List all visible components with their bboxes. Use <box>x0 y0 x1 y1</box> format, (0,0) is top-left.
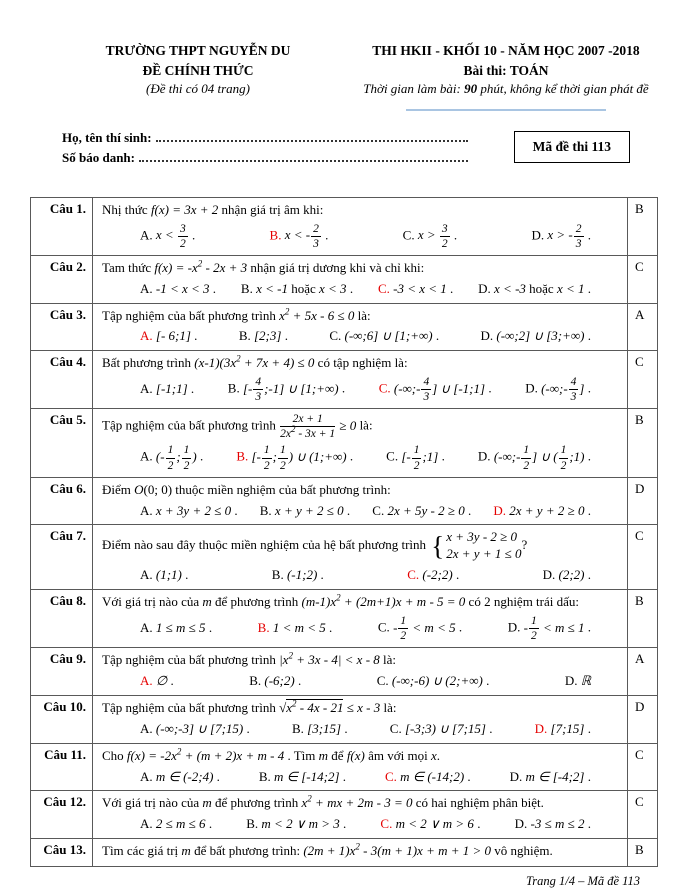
option <box>241 281 353 298</box>
answer-letter: B <box>628 409 658 477</box>
option <box>272 567 324 584</box>
option-letter: C. <box>377 619 394 635</box>
option-text: -1 < x < 3 . <box>155 280 217 296</box>
option-letter: B. <box>246 816 262 832</box>
question-content <box>93 695 628 743</box>
question-content <box>93 590 628 648</box>
candidate-id-label: Số báo danh: <box>62 149 135 165</box>
option <box>140 281 216 298</box>
option-letter: B. <box>257 620 273 636</box>
option-text: (1;1) . <box>155 567 189 583</box>
question-row <box>31 409 658 477</box>
question-options <box>102 767 621 787</box>
duration-prefix: Thời gian làm bài: <box>363 81 465 97</box>
option-text: (- $\frac{1}{2}$ ; $\frac{1}{2}$ ) . <box>155 444 204 472</box>
option-letter: A. <box>140 620 156 636</box>
option <box>292 721 348 738</box>
option-letter: B. <box>291 720 308 736</box>
question-text: Nhị thức f(x) = 3x + 2 nhận giá trị âm khi: <box>102 201 324 217</box>
option-letter: A. <box>140 672 156 688</box>
question-number: Câu 6. <box>31 477 93 525</box>
question-content <box>93 303 628 351</box>
option-letter: D. <box>531 227 548 243</box>
option <box>390 721 493 738</box>
option-letter: B. <box>238 328 254 344</box>
question-text: Tập nghiệm của bất phương trình $\frac{2x + 1}{2x^2 - 3x + 1}$ ≥ 0 là: <box>102 413 373 441</box>
question-row <box>31 590 658 648</box>
option-text: m < 2 ∨ m > 6 . <box>395 816 481 832</box>
duration-suffix: phút, không kể thời gian phát đề <box>477 81 649 97</box>
option-text: m ∈ [-4;2] . <box>525 768 591 784</box>
option-text: (-2;2) . <box>422 567 460 583</box>
option-letter: B. <box>236 449 252 465</box>
question-text: Tam thức $f(x) = -x^2 - 2x + 3$ nhận giá trị dương khi và chỉ khi: <box>102 258 425 275</box>
duration-minutes: 90 <box>464 81 478 97</box>
option <box>249 673 301 690</box>
option-text: [7;15] . <box>550 720 591 736</box>
option <box>377 673 490 690</box>
question-number: Câu 3. <box>31 303 93 351</box>
option-text: - $\frac{1}{2}$ < m ≤ 1 . <box>523 614 591 643</box>
option-letter: D. <box>514 816 531 832</box>
option-text: 1 < m < 5 . <box>272 620 333 636</box>
option <box>493 503 591 520</box>
exam-code-box: Mã đề thi 113 <box>514 131 630 163</box>
question-content <box>93 197 628 255</box>
exam-title: THI HKII - KHỐI 10 - NĂM HỌC 2007 -2018 <box>372 43 640 58</box>
option-text: [2;3] . <box>253 328 288 344</box>
option-letter: A. <box>140 328 156 344</box>
option-text: m < 2 ∨ m > 3 . <box>261 816 347 832</box>
option <box>140 444 203 471</box>
option <box>478 444 591 471</box>
option <box>508 615 591 642</box>
option-letter: A. <box>140 720 156 736</box>
question-number: Câu 13. <box>31 839 93 867</box>
option-letter: D. <box>534 720 551 736</box>
option-letter: A. <box>140 381 156 397</box>
option-text: x > - $\frac{2}{3}$ . <box>547 222 591 250</box>
option-letter: C. <box>376 672 392 688</box>
option <box>531 223 591 250</box>
questions-table-body <box>31 197 658 866</box>
option-letter: D. <box>507 619 524 635</box>
option <box>480 328 590 345</box>
option <box>140 816 212 833</box>
option-letter: A. <box>140 280 156 296</box>
option-letter: C. <box>378 380 394 396</box>
answer-letter: C <box>628 255 658 303</box>
exam-duration <box>332 81 680 98</box>
option-text: x + 3y + 2 ≤ 0 . <box>155 502 238 518</box>
option <box>565 673 591 690</box>
option-letter: B. <box>269 227 285 243</box>
question-content <box>93 351 628 409</box>
option-text: (-∞;-3] ∪ [7;15) . <box>155 720 250 736</box>
option-text: [3;15] . <box>307 720 348 736</box>
option-letter: A. <box>140 502 156 518</box>
answer-letter: C <box>628 351 658 409</box>
option-letter: B. <box>249 672 265 688</box>
candidate-fields <box>62 127 468 167</box>
option <box>140 328 197 345</box>
answer-letter: C <box>628 743 658 791</box>
option <box>525 376 591 403</box>
question-options <box>102 814 621 834</box>
question-options <box>102 279 621 299</box>
question-row <box>31 791 658 839</box>
option-letter: B. <box>227 380 243 396</box>
option-letter: A. <box>140 449 156 465</box>
answer-letter: B <box>628 839 658 867</box>
option-text: x < -1 hoặc x < 3 . <box>256 280 354 296</box>
header-rule <box>406 109 606 111</box>
question-content <box>93 839 628 867</box>
question-text: Tập nghiệm của bất phương trình $x^2 + 5x - 6 \le 0$ là: <box>102 306 371 323</box>
option-text: m ∈ (-2;4) . <box>155 768 220 784</box>
option-text: x > $\frac{3}{2}$ . <box>417 222 458 250</box>
option <box>259 769 346 786</box>
option <box>543 567 591 584</box>
option <box>140 620 212 637</box>
option-text: [- 6;1] . <box>155 328 198 344</box>
question-row <box>31 303 658 351</box>
question-row <box>31 839 658 867</box>
question-text: Điểm nào sau đây thuộc miền nghiệm của hệ bất phương trình { x + 3y - 2 ≥ 0 2x + y + 1 ≤ 0 ? <box>102 529 528 562</box>
question-row <box>31 525 658 590</box>
option-letter: C. <box>384 768 401 784</box>
option-letter: D. <box>480 328 497 344</box>
option-text: (-1;2) . <box>286 567 324 583</box>
question-content <box>93 791 628 839</box>
option <box>385 769 471 786</box>
question-number: Câu 10. <box>31 695 93 743</box>
option <box>140 673 174 690</box>
option-letter: A. <box>140 816 156 832</box>
option <box>140 503 238 520</box>
question-text: Tập nghiệm của bất phương trình $|x^2 + 3x - 4| < x - 8$ là: <box>102 650 397 668</box>
option-letter: B. <box>271 567 287 583</box>
answer-letter: A <box>628 303 658 351</box>
option-letter: B. <box>240 280 257 296</box>
question-text: Cho $f(x) = -2x^2 + (m + 2)x + m - 4$ . Tìm m để f(x) âm với mọi x. <box>102 746 440 763</box>
question-options <box>102 613 621 643</box>
option-text: x < -3 hoặc x < 1 . <box>494 280 591 296</box>
option <box>380 816 480 833</box>
option-text: -3 < x < 1 . <box>393 280 454 296</box>
question-content <box>93 255 628 303</box>
candidate-id-dotted-line <box>139 160 468 162</box>
question-row <box>31 743 658 791</box>
option <box>140 769 220 786</box>
question-number: Câu 2. <box>31 255 93 303</box>
option-text: (-∞;- $\frac{4}{3}$ ] ∪ [-1;1] . <box>393 376 492 404</box>
question-row <box>31 695 658 743</box>
option <box>535 721 591 738</box>
option-text: (-∞;- $\frac{4}{3}$ ] . <box>541 376 591 404</box>
question-options <box>102 671 621 691</box>
option-letter: D. <box>493 502 510 518</box>
option <box>478 281 591 298</box>
answer-letter: C <box>628 525 658 590</box>
option-text: -3 ≤ m ≤ 2 . <box>530 816 591 832</box>
question-options <box>102 565 621 585</box>
question-number: Câu 5. <box>31 409 93 477</box>
option <box>260 503 350 520</box>
question-options <box>102 442 621 472</box>
option-text: [-1;1] . <box>155 381 195 397</box>
question-number: Câu 4. <box>31 351 93 409</box>
option-text: 1 ≤ m ≤ 5 . <box>155 620 213 636</box>
option <box>372 503 471 520</box>
option-letter: C. <box>372 502 388 518</box>
option <box>246 816 346 833</box>
question-options <box>102 374 621 404</box>
question-content <box>93 525 628 590</box>
question-content <box>93 409 628 477</box>
option-text: ℝ <box>580 672 591 688</box>
option <box>378 615 462 642</box>
question-row <box>31 255 658 303</box>
question-text: Tìm các giá trị m để bất phương trình: $(2m + 1)x^2 - 3(m + 1)x + m + 1 > 0$ vô nghiệm. <box>102 841 553 859</box>
answer-letter: B <box>628 590 658 648</box>
candidate-id-line <box>62 150 468 167</box>
option <box>236 444 353 471</box>
option-letter: C. <box>402 227 418 243</box>
question-row <box>31 477 658 525</box>
option <box>140 381 194 398</box>
question-options <box>102 221 621 251</box>
question-text: Với giá trị nào của m để phương trình $(m-1)x^2 + (2m+1)x + m - 5 = 0$ có 2 nghiệm trái dấu: <box>102 592 580 610</box>
option-text: (-∞;6] ∪ [1;+∞) . <box>344 328 440 344</box>
option-letter: C. <box>389 720 405 736</box>
option-letter: D. <box>525 380 542 396</box>
option-text: 2 ≤ m ≤ 6 . <box>155 816 213 832</box>
question-number: Câu 7. <box>31 525 93 590</box>
option <box>378 281 453 298</box>
option-text: (2;2) . <box>558 567 591 583</box>
option-letter: D. <box>564 672 581 688</box>
option-text: 2x + y + 2 ≥ 0 . <box>509 502 591 518</box>
option <box>379 376 492 403</box>
option-text: (-6;2) . <box>264 672 302 688</box>
option <box>140 567 188 584</box>
answer-letter: C <box>628 791 658 839</box>
option-letter: C. <box>380 816 396 832</box>
option <box>270 223 329 250</box>
option-letter: D. <box>542 567 559 583</box>
option-text: (-∞;-6) ∪ (2;+∞) . <box>391 672 490 688</box>
option-text: [- $\frac{1}{2}$ ;1] . <box>401 444 445 472</box>
option-letter: C. <box>329 328 345 344</box>
option-text: [-3;3) ∪ [7;15] . <box>404 720 493 736</box>
option-letter: D. <box>478 280 495 296</box>
option <box>386 444 445 471</box>
option <box>515 816 591 833</box>
option <box>228 376 345 403</box>
option-text: x < - $\frac{2}{3}$ . <box>284 222 329 250</box>
option-letter: A. <box>140 227 156 243</box>
question-text: Tập nghiệm của bất phương trình $√x^2 - 4x - 21 \le x - 3$ là: <box>102 698 397 715</box>
option <box>407 567 459 584</box>
option <box>140 223 195 250</box>
option-letter: D. <box>509 768 526 784</box>
question-number: Câu 9. <box>31 648 93 696</box>
option-text: 2x + 5y - 2 ≥ 0 . <box>387 502 472 518</box>
question-content <box>93 477 628 525</box>
answer-letter: B <box>628 197 658 255</box>
option <box>140 721 250 738</box>
option <box>510 769 591 786</box>
page-header <box>0 0 688 111</box>
question-number: Câu 1. <box>31 197 93 255</box>
option-text: x + y + 2 ≤ 0 . <box>274 502 351 518</box>
option-letter: C. <box>377 280 394 296</box>
question-content <box>93 648 628 696</box>
question-row <box>31 648 658 696</box>
question-row <box>31 197 658 255</box>
answer-letter: A <box>628 648 658 696</box>
option-text: (-∞;- $\frac{1}{2}$ ] ∪ ( $\frac{1}{2}$ ;1) . <box>493 444 591 472</box>
option-letter: C. <box>386 449 402 465</box>
candidate-section <box>62 127 630 167</box>
option-text: [- $\frac{1}{2}$ ; $\frac{1}{2}$ ) ∪ (1;+∞) . <box>251 444 354 472</box>
option-text: m ∈ [-14;2] . <box>274 768 347 784</box>
option-letter: B. <box>259 502 275 518</box>
answer-letter: D <box>628 477 658 525</box>
question-text: Bất phương trình $(x-1)(3x^2 + 7x + 4) \le 0$ có tập nghiệm là: <box>102 354 408 371</box>
option-letter: A. <box>140 768 156 784</box>
footer-page-note: Trang 1/4 – Mã đề 113 <box>525 874 640 889</box>
candidate-name-dotted-line <box>156 140 468 142</box>
question-number: Câu 12. <box>31 791 93 839</box>
school-name: TRƯỜNG THPT NGUYỄN DU <box>105 43 291 58</box>
option-text: [- $\frac{4}{3}$ ;-1] ∪ [1;+∞) . <box>242 376 346 404</box>
question-options <box>102 501 621 521</box>
option-letter: A. <box>140 567 156 583</box>
header-right-block <box>332 42 688 111</box>
header-left-block <box>64 42 332 111</box>
option-text: x < $\frac{3}{2}$ . <box>155 222 196 250</box>
option <box>239 328 288 345</box>
question-row <box>31 351 658 409</box>
question-content <box>93 743 628 791</box>
option <box>403 223 457 250</box>
option-letter: D. <box>477 449 494 465</box>
option-text: ∅ . <box>155 672 174 688</box>
question-options <box>102 326 621 346</box>
option-letter: B. <box>258 768 275 784</box>
option-text: m ∈ (-14;2) . <box>400 768 471 784</box>
questions-table <box>30 197 658 867</box>
candidate-name-label: Họ, tên thí sinh: <box>62 129 152 145</box>
option-text: - $\frac{1}{2}$ < m < 5 . <box>393 614 463 643</box>
question-number: Câu 11. <box>31 743 93 791</box>
option <box>258 620 333 637</box>
question-text: Với giá trị nào của m để phương trình $x^2$ + mx + 2m - 3 = 0 có hai nghiệm phân biệt. <box>102 794 544 811</box>
question-text: Điểm O(0; 0) thuộc miền nghiệm của bất phương trình: <box>102 481 391 497</box>
question-options <box>102 719 621 739</box>
pages-note: (Đề thi có 04 trang) <box>146 81 250 97</box>
question-number: Câu 8. <box>31 590 93 648</box>
candidate-name-line <box>62 130 468 147</box>
option-text: (-∞;2] ∪ [3;+∞) . <box>496 328 591 344</box>
subject-line: Bài thi: TOÁN <box>463 62 549 78</box>
answer-letter: D <box>628 695 658 743</box>
option-letter: C. <box>407 567 423 583</box>
exam-status: ĐỀ CHÍNH THỨC <box>142 62 254 78</box>
option <box>329 328 439 345</box>
